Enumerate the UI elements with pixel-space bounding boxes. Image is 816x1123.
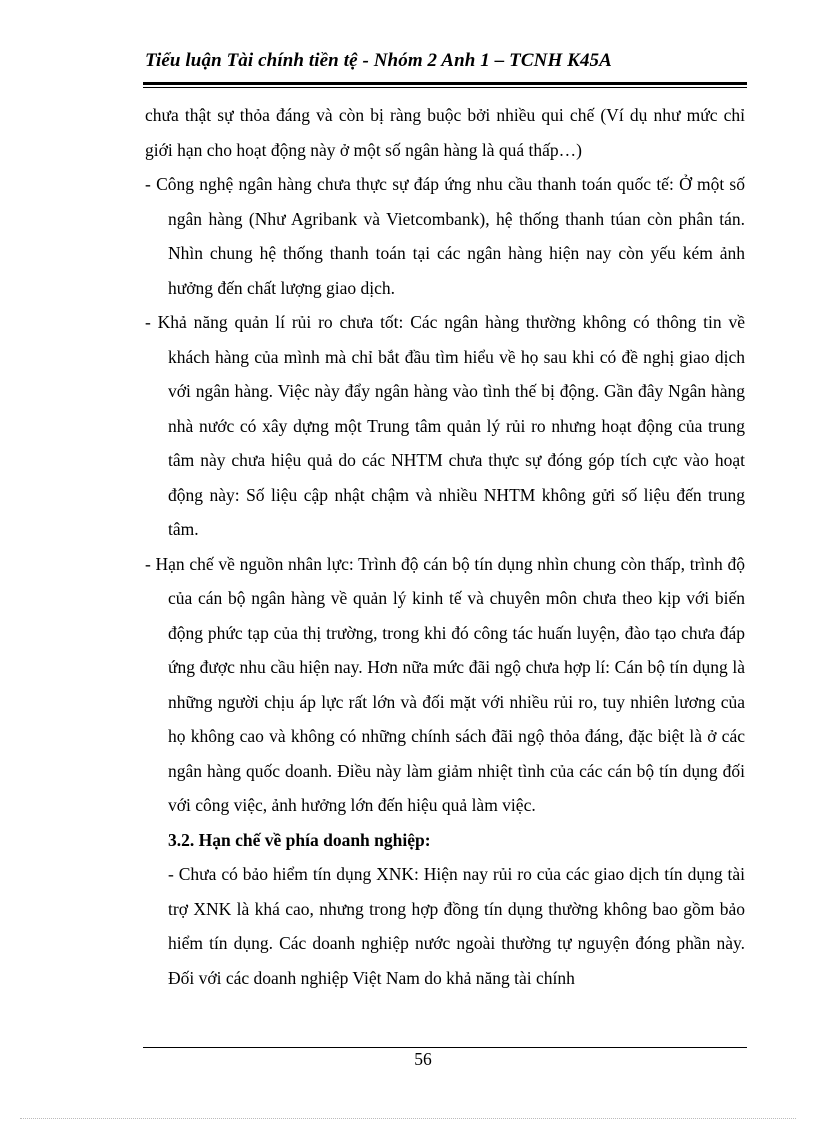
page-bottom-dotted-border [20,1118,796,1119]
page-number: 56 [414,1049,432,1069]
header-rule-thick [143,82,747,85]
body-text [145,98,745,995]
footer-rule [143,1047,747,1048]
bullet-paragraph-credit-insurance: - Chưa có bảo hiểm tín dụng XNK: Hiện nay rủi ro của các giao dịch tín dụng tài trợ XNK là khá cao, nhưng trong hợp đồng tín dụng thường không bao gồm bảo hiểm tín dụng. Các doanh nghiệp nước ngoài thường tự nguyện đóng phần này. Đối với các doanh nghiệp Việt Nam do khả năng tài chính [168,864,745,988]
header-rule-thin [143,87,747,88]
bullet-paragraph-technology: - Công nghệ ngân hàng chưa thực sự đáp ứng nhu cầu thanh toán quốc tế: Ở một số ngân hàng (Như Agribank và Vietcombank), hệ thống thanh túan còn phân tán. Nhìn chung hệ thống thanh toán tại các ngân hàng hiện nay còn yếu kém ảnh hưởng đến chất lượng giao dịch. [145,174,745,298]
page-header-title: Tiểu luận Tài chính tiền tệ - Nhóm 2 Anh 1 – TCNH K45A [145,50,612,71]
paragraph-continuation: chưa thật sự thỏa đáng và còn bị ràng buộc bởi nhiều qui chế (Ví dụ như mức chỉ giới hạn cho hoạt động này ở một số ngân hàng là quá thấp…) [145,105,745,160]
bullet-paragraph-human-resources: - Hạn chế về nguồn nhân lực: Trình độ cán bộ tín dụng nhìn chung còn thấp, trình độ của cán bộ ngân hàng về quản lý kinh tế và chuyên môn chưa theo kịp với biến động phức tạp của thị trường, trong khi đó công tác huấn luyện, đào tạo chưa đáp ứng được nhu cầu hiện nay. Hơn nữa mức đãi ngộ chưa hợp lí: Cán bộ tín dụng là những người chịu áp lực rất lớn và đối mặt với nhiều rủi ro, tuy nhiên lương của họ không cao và không có những chính sách đãi ngộ thỏa đáng, đặc biệt là ở các ngân hàng quốc doanh. Điều này làm giảm nhiệt tình của các cán bộ tín dụng đối với công việc, ảnh hưởng lớn đến hiệu quả làm việc. [145,553,745,815]
bullet-paragraph-risk-management: - Khả năng quản lí rủi ro chưa tốt: Các ngân hàng thường không có thông tin về khách hàng của mình mà chỉ bắt đầu tìm hiểu về họ sau khi có đề nghị giao dịch với ngân hàng. Việc này đẩy ngân hàng vào tình thế bị động. Gần đây Ngân hàng nhà nước có xây dựng một Trung tâm quản lý rủi ro nhưng hoạt động của trung tâm này chưa hiệu quả do các NHTM chưa thực sự đóng góp tích cực vào hoạt động này: Số liệu cập nhật chậm và nhiều NHTM không gửi số liệu đến trung tâm. [145,312,745,539]
section-heading: 3.2. Hạn chế về phía doanh nghiệp: [168,829,431,850]
